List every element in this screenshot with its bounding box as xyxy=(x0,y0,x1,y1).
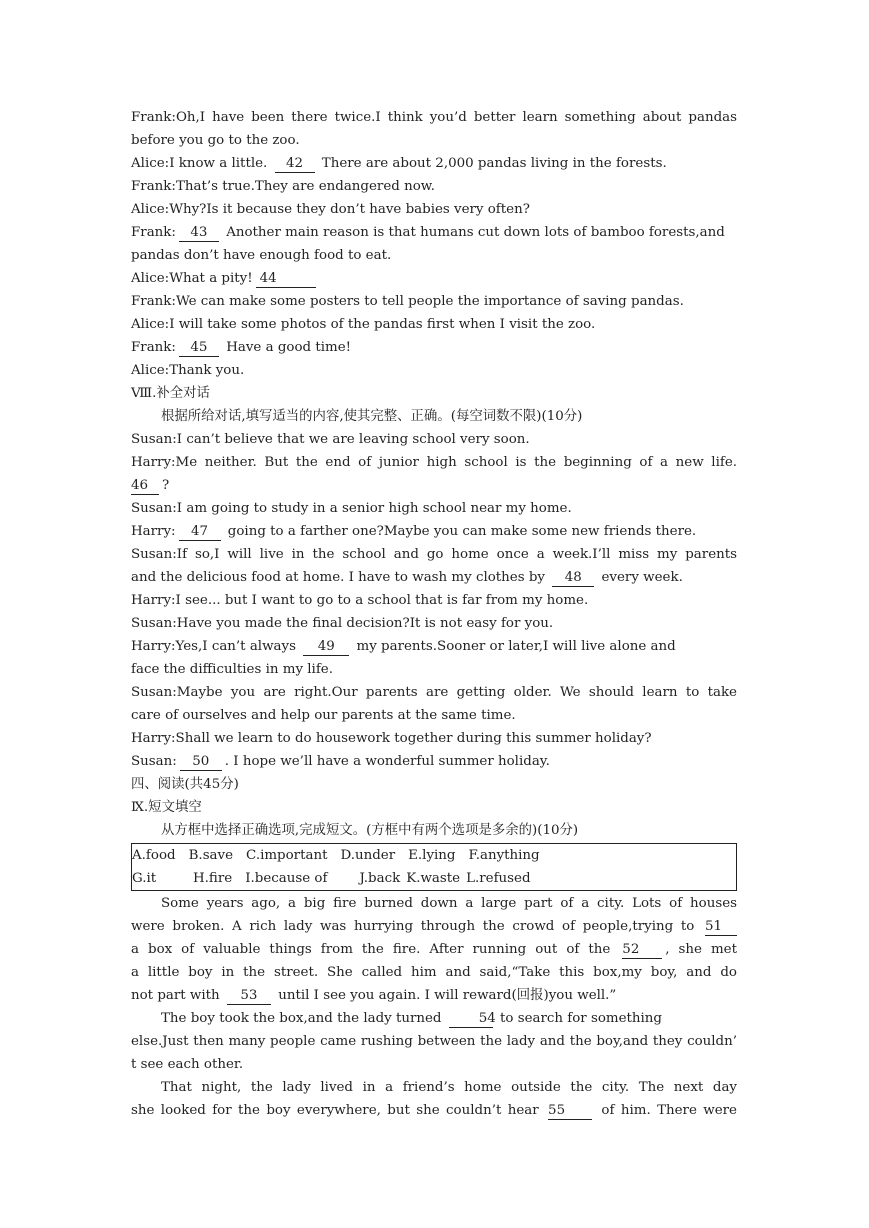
passage-line: That night, the lady lived in a friend’s home outside the city. The next day xyxy=(161,1080,737,1095)
dialogue-line: Frank: 43 Another main reason is that humans cut down lots of bamboo forests,and xyxy=(131,225,725,240)
passage-line: else.Just then many people came rushing between the lady and the boy,and they couldn’ xyxy=(131,1034,737,1049)
option-l: L.refused xyxy=(466,871,531,886)
blank-51[interactable]: 51 xyxy=(705,919,737,936)
dialogue-line: Alice:Why?Is it because they don’t have babies very often? xyxy=(131,202,530,217)
blank-52[interactable]: 52 xyxy=(622,942,662,959)
word-options-box xyxy=(131,843,737,891)
blank-49[interactable]: 49 xyxy=(303,639,349,656)
dialogue-line: Susan:If so,I will live in the school and go home once a week.I’ll miss my parents xyxy=(131,547,737,562)
dialogue-line: Alice:Thank you. xyxy=(131,363,245,378)
passage xyxy=(131,892,737,1122)
options-row xyxy=(132,844,736,867)
option-h: H.fire xyxy=(193,871,233,886)
option-c: C.important xyxy=(246,848,328,863)
blank-53[interactable]: 53 xyxy=(227,988,271,1005)
blank-47[interactable]: 47 xyxy=(179,524,221,541)
passage-line: not part with 53 until I see you again. I will reward(回报)you well.” xyxy=(131,988,617,1003)
dialogue-line: Frank:Oh,I have been there twice.I think you’d better learn something about pandas xyxy=(131,110,737,125)
dialogue-line: Harry: 47 going to a farther one?Maybe you can make some new friends there. xyxy=(131,524,697,539)
section-8-heading: Ⅷ.补全对话 xyxy=(131,386,210,401)
dialogue-line: Harry:Yes,I can’t always 49 my parents.Sooner or later,I will live alone and xyxy=(131,639,676,654)
option-j: J.back xyxy=(359,871,401,886)
dialogue-line: Susan: 50 . I hope we’ll have a wonderful summer holiday. xyxy=(131,754,550,769)
dialogue-line: 46 ? xyxy=(131,478,170,493)
dialogue-line: Alice:What a pity! 44 xyxy=(131,267,737,290)
dialogue-line: Harry:Shall we learn to do housework together during this summer holiday? xyxy=(131,731,652,746)
passage-line: she looked for the boy everywhere, but she couldn’t hear 55 of him. There were xyxy=(131,1103,737,1118)
option-f: F.anything xyxy=(468,848,540,863)
options-row xyxy=(132,867,736,890)
passage-line: t see each other. xyxy=(131,1057,244,1072)
blank-44[interactable]: 44 xyxy=(256,271,316,288)
passage-line: a little boy in the street. She called him and said,“Take this box,my boy, and do xyxy=(131,965,737,980)
dialogue-line: Harry:Me neither. But the end of junior high school is the beginning of a new life. xyxy=(131,455,737,470)
dialogue-line: before you go to the zoo. xyxy=(131,133,300,148)
passage-line: a box of valuable things from the fire. After running out of the 52 , she met xyxy=(131,942,737,957)
exam-page xyxy=(131,106,737,1122)
option-k: K.waste xyxy=(406,871,461,886)
blank-50[interactable]: 50 xyxy=(180,754,222,771)
dialogue-line: Frank:That’s true.They are endangered now. xyxy=(131,179,435,194)
dialogue-line: Susan:Maybe you are right.Our parents are getting older. We should learn to take xyxy=(131,685,737,700)
blank-42[interactable]: 42 xyxy=(275,156,315,173)
dialogue-line: pandas don’t have enough food to eat. xyxy=(131,248,392,263)
option-d: D.under xyxy=(340,848,396,863)
blank-43[interactable]: 43 xyxy=(179,225,219,242)
dialogue-line: face the difficulties in my life. xyxy=(131,662,333,677)
dialogue-line: Susan:Have you made the final decision?It is not easy for you. xyxy=(131,616,554,631)
blank-45[interactable]: 45 xyxy=(179,340,219,357)
option-i: I.because of xyxy=(245,871,328,886)
blank-54[interactable]: 54 xyxy=(449,1011,493,1028)
dialogue-line: Frank:We can make some posters to tell people the importance of saving pandas. xyxy=(131,294,684,309)
option-g: G.it xyxy=(132,871,157,886)
dialogue-susan-harry xyxy=(131,428,737,773)
blank-46[interactable]: 46 xyxy=(131,478,159,495)
dialogue-line: Frank: 45 Have a good time! xyxy=(131,340,352,355)
passage-line: were broken. A rich lady was hurrying through the crowd of people,trying to 51 xyxy=(131,915,737,938)
dialogue-line: Alice:I know a little. 42 There are about 2,000 pandas living in the forests. xyxy=(131,156,667,171)
option-e: E.lying xyxy=(408,848,456,863)
dialogue-line: Susan:I can’t believe that we are leaving school very soon. xyxy=(131,432,530,447)
option-a: A.food xyxy=(132,848,176,863)
section-9-instruction: 从方框中选择正确选项,完成短文。(方框中有两个选项是多余的)(10分) xyxy=(161,823,579,838)
option-b: B.save xyxy=(188,848,234,863)
dialogue-line: Susan:I am going to study in a senior high school near my home. xyxy=(131,501,572,516)
part-4-heading: 四、阅读(共45分) xyxy=(131,777,239,792)
dialogue-line: Alice:I will take some photos of the pandas first when I visit the zoo. xyxy=(131,317,596,332)
blank-48[interactable]: 48 xyxy=(552,570,594,587)
section-8-instruction: 根据所给对话,填写适当的内容,使其完整、正确。(每空词数不限)(10分) xyxy=(161,409,583,424)
passage-line: The boy took the box,and the lady turned 54 to search for something xyxy=(161,1011,662,1026)
dialogue-frank-alice xyxy=(131,106,737,382)
blank-55[interactable]: 55 xyxy=(548,1103,592,1120)
section-9-heading: Ⅸ.短文填空 xyxy=(131,800,202,815)
dialogue-line: and the delicious food at home. I have to wash my clothes by 48 every week. xyxy=(131,570,683,585)
dialogue-line: Harry:I see... but I want to go to a school that is far from my home. xyxy=(131,593,589,608)
passage-line: Some years ago, a big fire burned down a large part of a city. Lots of houses xyxy=(161,896,737,911)
dialogue-line: care of ourselves and help our parents at the same time. xyxy=(131,708,516,723)
